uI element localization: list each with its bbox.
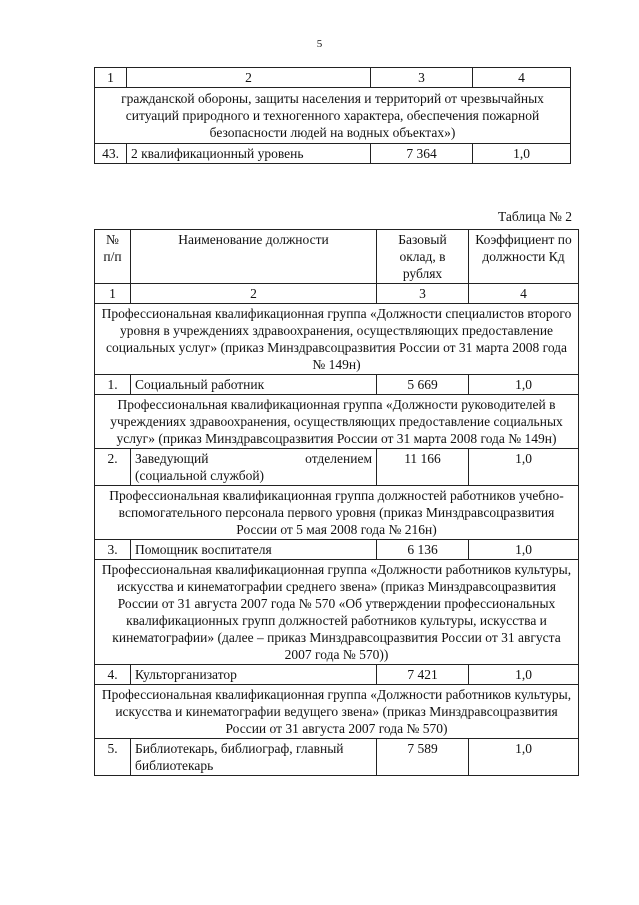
group-row (95, 685, 579, 739)
row-number: 4. (95, 665, 131, 685)
row-number: 2. (95, 449, 131, 486)
position-name-part: (социальной службой) (135, 468, 265, 483)
col-number-cell: 1 (95, 284, 131, 304)
position-name: 2 квалификационный уровень (127, 144, 371, 164)
col-number-cell: 3 (371, 68, 473, 88)
header-salary: Базовый оклад, в рублях (377, 230, 469, 284)
position-name: Социальный работник (131, 375, 377, 395)
group-title: Профессиональная квалификационная группа «Должности руководителей в учреждениях здравоохранения, осуществляющих предоставление социальных услуг» (приказ Минздравсоцразвития России от 31 марта 2008 года № 149н) (95, 395, 579, 449)
page-number: 5 (316, 38, 323, 50)
coefficient: 1,0 (473, 144, 571, 164)
group-title: Профессиональная квалификационная группа «Должности работников культуры, искусства и кинематографии среднего звена» (приказ Минздравсоцразвития России от 31 августа 2007 года № 570 «Об утверждении профессиональных квалификационных групп должностей работников культуры, искусства и кинематографии» (далее – приказ Минздравсоцразвития России от 31 августа 2007 года № 570)) (95, 560, 579, 665)
table-row (95, 540, 579, 560)
table-row (95, 284, 579, 304)
group-title: Профессиональная квалификационная группа должностей работников учебно-вспомогательного персонала первого уровня (приказ Минздравсоцразвития России от 5 мая 2008 года № 216н) (95, 486, 579, 540)
table-continuation (94, 67, 571, 164)
header-coefficient: Коэффициент по должности Кд (469, 230, 579, 284)
col-number-cell: 4 (473, 68, 571, 88)
position-name (131, 449, 377, 486)
position-name: Библиотекарь, библиограф, главный библиотекарь (131, 739, 377, 776)
group-title: Профессиональная квалификационная группа «Должности специалистов второго уровня в учреждениях здравоохранения, осуществляющих предоставление социальных услуг» (приказ Минздравсоцразвития России от 31 марта 2008 года № 149н) (95, 304, 579, 375)
table-row (95, 68, 571, 88)
col-number-cell: 2 (127, 68, 371, 88)
group-title: Профессиональная квалификационная группа «Должности работников культуры, искусства и кинематографии ведущего звена» (приказ Минздравсоцразвития России от 31 августа 2007 года № 570) (95, 685, 579, 739)
base-salary: 6 136 (377, 540, 469, 560)
coefficient: 1,0 (469, 665, 579, 685)
table-row (95, 449, 579, 486)
col-number-cell: 3 (377, 284, 469, 304)
table-caption: Таблица № 2 (498, 209, 572, 224)
base-salary: 11 166 (377, 449, 469, 486)
row-number: 1. (95, 375, 131, 395)
group-row (95, 486, 579, 540)
row-number: 3. (95, 540, 131, 560)
base-salary: 7 364 (371, 144, 473, 164)
salary-table (94, 229, 579, 776)
position-name-part: Заведующий (135, 451, 209, 466)
group-row (95, 560, 579, 665)
position-name: Помощник воспитателя (131, 540, 377, 560)
position-name: Культорганизатор (131, 665, 377, 685)
col-number-cell: 2 (131, 284, 377, 304)
table-row (95, 144, 571, 164)
coefficient: 1,0 (469, 739, 579, 776)
group-row (95, 395, 579, 449)
col-number-cell: 4 (469, 284, 579, 304)
coefficient: 1,0 (469, 449, 579, 486)
table-row (95, 665, 579, 685)
table-row (95, 88, 571, 144)
header-number: № п/п (95, 230, 131, 284)
header-name: Наименование должности (131, 230, 377, 284)
row-number: 5. (95, 739, 131, 776)
base-salary: 5 669 (377, 375, 469, 395)
table-row (95, 739, 579, 776)
table-row (95, 375, 579, 395)
table-header-row (95, 230, 579, 284)
base-salary: 7 589 (377, 739, 469, 776)
coefficient: 1,0 (469, 540, 579, 560)
row-number: 43. (95, 144, 127, 164)
base-salary: 7 421 (377, 665, 469, 685)
group-row (95, 304, 579, 375)
position-name-part: отделением (305, 451, 372, 466)
group-title: гражданской обороны, защиты населения и территорий от чрезвычайных ситуаций природного и техногенного характера, обеспечения пожарной безопасности людей на водных объектах») (95, 88, 571, 144)
col-number-cell: 1 (95, 68, 127, 88)
coefficient: 1,0 (469, 375, 579, 395)
